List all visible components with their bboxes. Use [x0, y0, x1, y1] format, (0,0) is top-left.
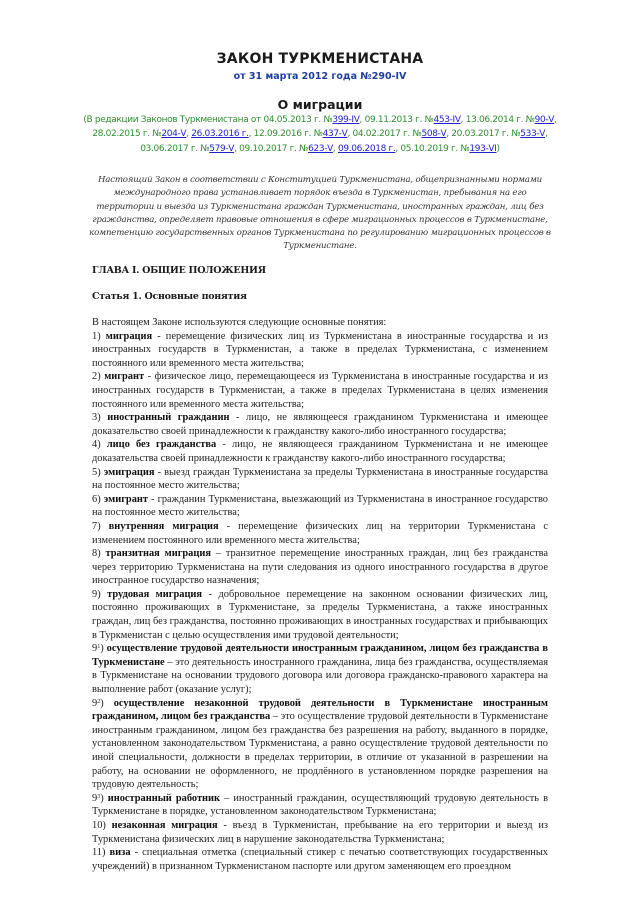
amendment-separator: , 03.06.2017 г. № — [140, 129, 548, 154]
definition-number: 1) — [92, 330, 106, 342]
preamble: Настоящий Закон в соответствии с Конституцией Туркменистана, общепризнанными нормами международного права устанавливает порядок въезда в Туркменистан, пребывания на его территории и выезда из Туркменистана граждан Туркменистана, иностранных граждан, лиц без гражданства, определяет правовые отношения в сфере миграционных процессов в Туркменистане, компетенцию государственных органов Туркменистана по регулированию миграционных процессов в Туркменистане. — [89, 175, 551, 252]
amendment-link[interactable]: 90-V — [534, 115, 555, 125]
definitions-list — [92, 330, 548, 874]
definition-item — [92, 547, 548, 588]
definition-number-suffix: ) — [100, 792, 108, 804]
definition-text: – это деятельность иностранного гражданина, лица без гражданства, осуществляемая в Туркменистане на основании трудового договора или договора гражданско-правового характера на выполнение работ (оказание услуг); — [92, 656, 548, 696]
amendment-link[interactable]: 508-V — [421, 129, 447, 140]
amendment-link[interactable]: 623-V — [308, 143, 333, 154]
definition-item — [92, 846, 548, 873]
definition-item — [92, 411, 548, 438]
definition-text: - специальная отметка (специальный стикер с печатью соответствующих государственных учреждений) в признанном Туркменистаном паспорте или другом заменяющем его проездном — [92, 847, 548, 872]
definition-number: 9 — [92, 792, 98, 804]
definition-text: – транзитное перемещение иностранных граждан, лиц без гражданства через территорию Туркменистана на пути следования из одного иностранного государства в другое иностранное государство назначения; — [92, 548, 549, 587]
amendment-link[interactable]: 579-V — [209, 143, 235, 154]
definition-text: - физическое лицо, перемещающееся из Туркменистана в иностранные государства и из иностранных государств в Туркменистан, а также в пределах Туркменистана в целях изменения постоянного или временного места жительства; — [92, 371, 548, 410]
definition-superscript: 1 — [97, 644, 101, 651]
definition-number: 9 — [92, 697, 98, 709]
amendments-prefix: (В редакции Законов Туркменистана от 04.05.2013 г. № — [83, 115, 333, 125]
law-subject: О миграции — [277, 97, 363, 112]
definition-item — [92, 370, 548, 411]
definition-number: 8) — [92, 548, 106, 560]
definition-number-suffix: ) — [100, 697, 114, 709]
definition-item — [92, 792, 548, 819]
definition-term: лицо без гражданства — [106, 439, 217, 451]
amendment-separator: , — [186, 129, 192, 140]
amendment-separator: , 28.02.2015 г. № — [92, 115, 557, 140]
definition-text: – иностранный гражданин, осуществляющий трудовую деятельность в Туркменистане в порядке, установленном законодательством Туркменистана; — [92, 792, 548, 818]
amendment-link[interactable]: 533-V — [520, 129, 546, 140]
definition-number: 2) — [92, 371, 105, 383]
definition-number: 3) — [92, 412, 108, 424]
amendment-separator: , 05.10.2019 г. № — [395, 143, 470, 154]
definition-term: осуществление трудовой деятельности иностранным гражданином, лицом без гражданства в Туркменистане — [92, 643, 548, 668]
definition-term: иностранный работник — [107, 792, 221, 804]
definition-term: трудовая миграция — [107, 588, 203, 600]
definition-text: - выезд граждан Туркменистана за пределы Туркменистана в иностранные государства на постоянное место жительства; — [92, 466, 548, 492]
definition-number: 5) — [92, 466, 104, 478]
definition-term: транзитная миграция — [105, 548, 211, 560]
amendment-link[interactable]: 204-V — [161, 129, 187, 140]
definition-item — [92, 819, 548, 846]
amendment-separator: , 20.03.2017 г. № — [446, 129, 521, 140]
amendment-link[interactable]: 09.06.2018 г. — [337, 143, 396, 154]
definition-term: осуществление незаконной трудовой деятельности в Туркменистане иностранным гражданином, лицом без гражданства — [92, 697, 548, 723]
amendment-link[interactable]: 26.03.2016 г. — [191, 129, 249, 140]
definition-term: миграция — [105, 330, 153, 342]
definition-term: эмигрант — [103, 493, 148, 505]
amendment-separator: , 09.10.2017 г. № — [234, 143, 309, 154]
amendment-link[interactable]: 437-V — [322, 129, 348, 140]
definition-item — [92, 438, 548, 465]
amendment-link[interactable]: 453-IV — [433, 115, 461, 125]
definition-number: 4) — [92, 439, 107, 451]
definition-number: 9) — [92, 588, 108, 600]
definition-number: 9 — [92, 643, 98, 655]
definition-text: - лицо, не являющееся гражданином Туркменистана и имеющее доказательство своей принадлежности к гражданству какого-либо иностранного государства; — [92, 412, 548, 437]
definition-item — [92, 520, 548, 547]
definition-text: - перемещение физических лиц из Туркменистана в иностранные государства и из иностранных государств в Туркменистан, а также в пределах Туркменистана, с изменением постоянного или временного места жительства; — [92, 330, 548, 369]
definition-superscript: 2 — [97, 698, 101, 705]
law-title: ЗАКОН ТУРКМЕНИСТАНА — [216, 51, 424, 67]
article-body — [92, 316, 548, 873]
definition-term: эмиграция — [103, 466, 155, 478]
amendment-separator: , 09.11.2013 г. № — [359, 115, 434, 125]
amendment-separator: , 12.09.2016 г. № — [248, 129, 323, 140]
amendments-note — [80, 113, 560, 156]
amendment-separator: ) — [496, 143, 500, 154]
definition-number: 7) — [92, 520, 109, 532]
definition-text: – это осуществление трудовой деятельности в Туркменистане иностранным гражданином, лицом без гражданства без разрешения на работу, выданного в порядке, установленном законодательством Туркменистана, а равно осуществление трудовой деятельности по иной специальности, должности в пределах территории, в отличие от указанной в разрешении на работу, на основании не оформленного, не продлённого в установленном порядке разрешения на трудовую деятельность; — [92, 711, 548, 791]
definition-text: - гражданин Туркменистана, выезжающий из Туркменистана в иностранное государство на постоянное место жительства; — [92, 493, 548, 519]
amendment-separator: , — [332, 143, 338, 154]
definition-item — [92, 466, 548, 493]
definition-text: - въезд в Туркменистан, пребывание на его территории и выезд из Туркменистана физических лиц в нарушение законодательства Туркменистана; — [92, 819, 548, 845]
definition-number-suffix: ) — [100, 643, 107, 655]
definition-term: мигрант — [104, 371, 145, 383]
article-intro: В настоящем Законе используются следующие основные понятия: — [92, 317, 387, 328]
chapter-heading: ГЛАВА I. ОБЩИЕ ПОЛОЖЕНИЯ — [92, 265, 266, 276]
definition-text: - добровольное перемещение на законном основании физических лиц, постоянно проживающих в Туркменистане, за пределы Туркменистана, а также иностранных граждан, лиц без гражданства, постоянно проживающих в иностранных государствах и прибывающих в Туркменистан с целью осуществления ими трудовой деятельности; — [92, 588, 548, 641]
definition-number: 6) — [92, 493, 104, 505]
definition-item — [92, 330, 548, 371]
law-date-line: от 31 марта 2012 года №290-IV — [233, 71, 407, 82]
definition-item — [92, 493, 548, 520]
amendment-link[interactable]: 193-VI — [469, 143, 497, 154]
definition-superscript: 3 — [97, 793, 101, 800]
amendment-separator: , 04.02.2017 г. № — [347, 129, 422, 140]
definition-term: виза — [109, 847, 131, 859]
definition-term: внутренняя миграция — [108, 520, 219, 532]
definition-number: 11) — [92, 847, 110, 859]
definition-term: иностранный гражданин — [107, 412, 230, 424]
definition-number: 10) — [92, 819, 112, 831]
definition-term: незаконная миграция — [111, 819, 218, 831]
article-heading: Статья 1. Основные понятия — [92, 291, 247, 302]
definition-item — [92, 588, 548, 642]
definition-text: - перемещение физических лиц на территории Туркменистана с изменением постоянного или временного места жительства; — [92, 520, 548, 546]
definition-text: - лицо, не являющееся гражданином Туркменистана и не имеющее доказательства своей принадлежности к гражданству какого-либо иностранного государства; — [92, 439, 548, 464]
definition-item — [92, 697, 548, 792]
definition-item — [92, 642, 548, 696]
amendment-link[interactable]: 399-IV — [332, 115, 360, 125]
amendment-separator: , 13.06.2014 г. № — [460, 115, 535, 125]
